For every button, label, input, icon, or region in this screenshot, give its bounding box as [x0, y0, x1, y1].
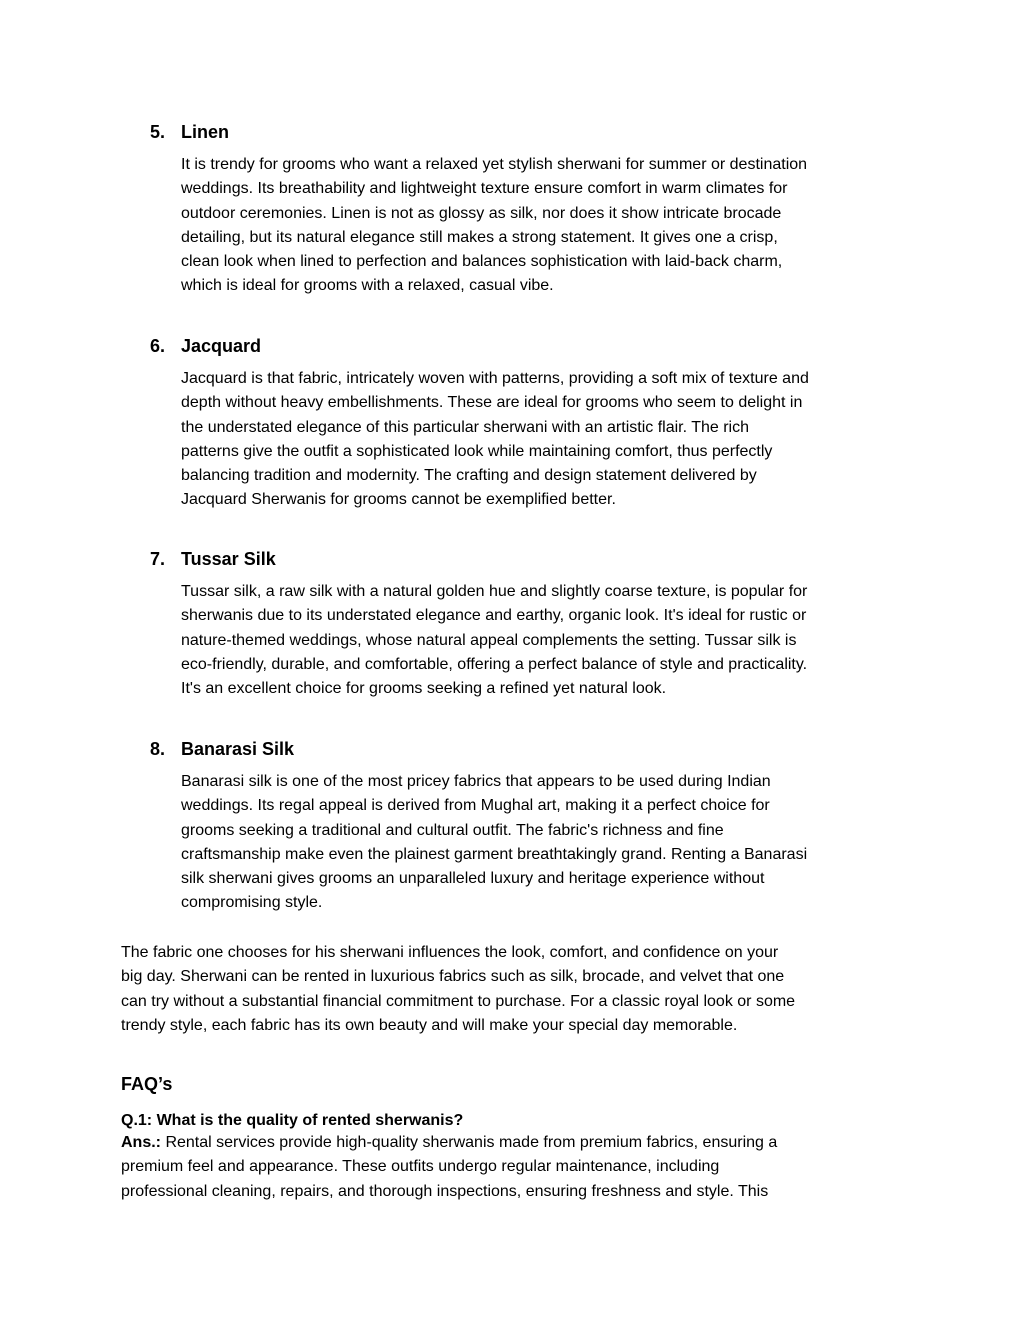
section-number: 5. — [150, 122, 166, 142]
faq-question: Q.1: What is the quality of rented sherwanis? — [121, 1112, 464, 1129]
paragraph-line: big day. Sherwani can be rented in luxurious fabrics such as silk, brocade, and velvet that one — [121, 968, 785, 986]
paragraph-line: professional cleaning, repairs, and thorough inspections, ensuring freshness and style. This — [121, 1182, 769, 1200]
section-title: Tussar Silk — [181, 549, 276, 569]
paragraph-line: premium feel and appearance. These outfits undergo regular maintenance, including — [121, 1158, 720, 1176]
section-title: Banarasi Silk — [181, 739, 295, 759]
answer-text: Rental services provide high-quality sherwanis made from premium fabrics, ensuring a — [161, 1134, 778, 1151]
section-number: 8. — [150, 739, 166, 759]
paragraph-line: detailing, but its natural elegance still makes a strong statement. It gives one a crisp, — [181, 228, 778, 246]
section-paragraph — [181, 367, 911, 513]
paragraph-line: weddings. Its regal appeal is derived from Mughal art, making it a perfect choice for — [181, 797, 770, 815]
paragraph-line: It is trendy for grooms who want a relaxed yet stylish sherwani for summer or destination — [181, 156, 808, 173]
paragraph-line: outdoor ceremonies. Linen is not as glossy as silk, nor does it show intricate brocade — [181, 204, 782, 222]
paragraph-line: which is ideal for grooms with a relaxed, casual vibe. — [181, 277, 554, 295]
paragraph-line: It's an excellent choice for grooms seeking a refined yet natural look. — [181, 680, 667, 698]
section-number: 6. — [150, 336, 166, 356]
section-paragraph — [181, 770, 911, 916]
closing-paragraph — [121, 941, 921, 1038]
paragraph-line: clean look when lined to perfection and balances sophistication with laid-back charm, — [181, 253, 783, 271]
paragraph-line: Jacquard Sherwanis for grooms cannot be exemplified better. — [181, 491, 616, 509]
section-title: Linen — [181, 122, 229, 142]
faq-answer — [121, 1131, 921, 1204]
section-paragraph — [181, 580, 911, 701]
paragraph-line: the understated elegance of this particular sherwani with an artistic flair. The rich — [181, 418, 749, 436]
paragraph-line: silk sherwani gives grooms an unparalleled luxury and heritage experience without — [181, 870, 765, 888]
section-number: 7. — [150, 549, 166, 569]
faq-heading: FAQ’s — [121, 1074, 173, 1094]
section-paragraph — [181, 153, 911, 299]
paragraph-line: can try without a substantial financial commitment to purchase. For a classic royal look or some — [121, 992, 796, 1010]
paragraph-line: weddings. Its breathability and lightweight texture ensure comfort in warm climates for — [181, 180, 788, 198]
paragraph-line: balancing tradition and modernity. The crafting and design statement delivered by — [181, 467, 757, 485]
faq-answer-first-line — [121, 1131, 921, 1155]
paragraph-line: eco-friendly, durable, and comfortable, offering a perfect balance of style and practicality. — [181, 655, 808, 673]
paragraph-line: Tussar silk, a raw silk with a natural golden hue and slightly coarse texture, is popular for — [181, 583, 808, 600]
paragraph-line: The fabric one chooses for his sherwani influences the look, comfort, and confidence on your — [121, 944, 779, 961]
paragraph-line: trendy style, each fabric has its own beauty and will make your special day memorable. — [121, 1016, 738, 1034]
section-title: Jacquard — [181, 336, 262, 356]
paragraph-line: Jacquard is that fabric, intricately woven with patterns, providing a soft mix of texture and — [181, 370, 809, 387]
paragraph-line: patterns give the outfit a sophisticated look while maintaining comfort, thus perfectly — [181, 442, 773, 460]
paragraph-line: compromising style. — [181, 894, 323, 912]
paragraph-line: sherwanis due to its understated elegance and earthy, organic look. It's ideal for rustic or — [181, 607, 807, 625]
paragraph-line: Banarasi silk is one of the most pricey fabrics that appears to be used during Indian — [181, 773, 771, 790]
paragraph-line: grooms seeking a traditional and cultural outfit. The fabric's richness and fine — [181, 821, 724, 839]
paragraph-line: craftsmanship make even the plainest garment breathtakingly grand. Renting a Banarasi — [181, 845, 808, 863]
paragraph-line: depth without heavy embellishments. These are ideal for grooms who seem to delight in — [181, 394, 803, 412]
answer-label: Ans.: — [121, 1134, 161, 1151]
paragraph-line: nature-themed weddings, whose natural appeal complements the setting. Tussar silk is — [181, 631, 797, 649]
